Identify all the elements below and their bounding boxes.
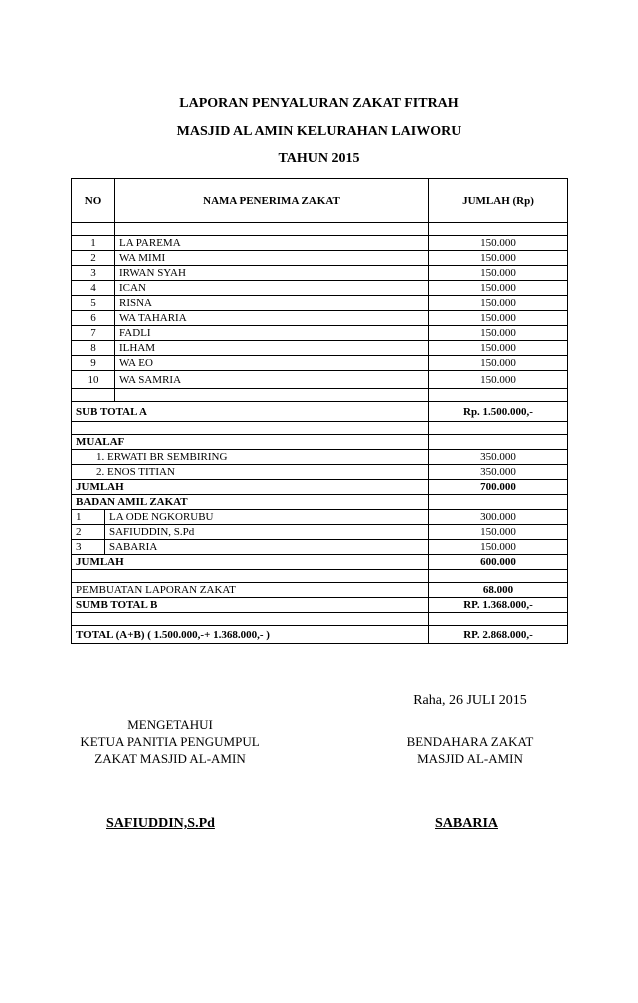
subtotal-b-value: RP. 1.368.000,- xyxy=(429,598,568,613)
row-name: 1. ERWATI BR SEMBIRING xyxy=(72,450,429,465)
report-year: TAHUN 2015 xyxy=(278,151,360,166)
right-signatory-line2: MASJID AL-AMIN xyxy=(417,751,523,766)
row-no: 2 xyxy=(72,251,115,266)
report-cost-label: PEMBUATAN LAPORAN ZAKAT xyxy=(72,583,429,598)
grand-total-row xyxy=(72,626,568,644)
table-row xyxy=(72,465,568,480)
amil-section-row xyxy=(72,495,568,510)
row-no: 7 xyxy=(72,326,115,341)
row-amount: 300.000 xyxy=(429,510,568,525)
row-no: 1 xyxy=(72,236,115,251)
table-row xyxy=(72,371,568,389)
row-name: FADLI xyxy=(115,326,429,341)
table-row xyxy=(72,341,568,356)
row-no: 6 xyxy=(72,311,115,326)
table-header-row xyxy=(72,179,568,223)
row-no: 1 xyxy=(72,510,105,524)
table-row xyxy=(72,525,568,540)
mualaf-total-value: 700.000 xyxy=(429,480,568,495)
row-amount: 150.000 xyxy=(429,540,568,555)
subtotal-a-value: Rp. 1.500.000,- xyxy=(429,402,568,422)
subtotal-b-label: SUMB TOTAL B xyxy=(72,598,429,613)
header-no: NO xyxy=(72,179,115,223)
table-row xyxy=(72,311,568,326)
report-cost-value: 68.000 xyxy=(429,583,568,598)
amil-total-row xyxy=(72,555,568,570)
row-no: 3 xyxy=(72,266,115,281)
row-name: WA TAHARIA xyxy=(115,311,429,326)
left-signatory-line1: MENGETAHUI xyxy=(127,717,213,732)
row-name: WA MIMI xyxy=(115,251,429,266)
report-cost-row xyxy=(72,583,568,598)
zakat-table xyxy=(71,178,568,644)
row-amount: 150.000 xyxy=(429,251,568,266)
spacer-row xyxy=(72,422,568,435)
table-row xyxy=(72,296,568,311)
mualaf-label: MUALAF xyxy=(72,435,429,450)
subtotal-b-row xyxy=(72,598,568,613)
row-name: 2. ENOS TITIAN xyxy=(72,465,429,480)
amil-total-value: 600.000 xyxy=(429,555,568,570)
row-amount: 350.000 xyxy=(429,465,568,480)
grand-total-label: TOTAL (A+B) ( 1.500.000,-+ 1.368.000,- ) xyxy=(72,626,429,644)
row-amount: 150.000 xyxy=(429,341,568,356)
report-title: LAPORAN PENYALURAN ZAKAT FITRAH xyxy=(179,96,459,111)
row-name: WA EO xyxy=(115,356,429,371)
left-signatory-line3: ZAKAT MASJID AL-AMIN xyxy=(94,751,246,766)
subtotal-a-label: SUB TOTAL A xyxy=(72,402,429,422)
header-name: NAMA PENERIMA ZAKAT xyxy=(115,179,429,223)
row-no: 4 xyxy=(72,281,115,296)
grand-total-value: RP. 2.868.000,- xyxy=(429,626,568,644)
header-amount: JUMLAH (Rp) xyxy=(429,179,568,223)
row-amount: 150.000 xyxy=(429,356,568,371)
spacer-row xyxy=(72,570,568,583)
left-signatory-line2: KETUA PANITIA PENGUMPUL xyxy=(80,734,260,749)
row-no: 10 xyxy=(72,371,115,389)
row-amount: 150.000 xyxy=(429,296,568,311)
row-no: 5 xyxy=(72,296,115,311)
mualaf-total-row xyxy=(72,480,568,495)
row-amount: 150.000 xyxy=(429,281,568,296)
row-name: LA ODE NGKORUBU xyxy=(109,511,214,523)
table-row xyxy=(72,450,568,465)
left-signatory-name: SAFIUDDIN,S.Pd xyxy=(106,816,215,831)
row-name: ICAN xyxy=(115,281,429,296)
table-row xyxy=(72,251,568,266)
subtotal-a-row xyxy=(72,402,568,422)
row-no: 2 xyxy=(72,525,105,539)
row-no: 9 xyxy=(72,356,115,371)
row-no: 8 xyxy=(72,341,115,356)
row-amount: 350.000 xyxy=(429,450,568,465)
spacer-row xyxy=(72,389,568,402)
row-name: IRWAN SYAH xyxy=(115,266,429,281)
row-name: LA PAREMA xyxy=(115,236,429,251)
row-name: SABARIA xyxy=(109,541,158,553)
table-row xyxy=(72,510,568,525)
row-name: ILHAM xyxy=(115,341,429,356)
amil-label: BADAN AMIL ZAKAT xyxy=(72,495,429,510)
table-row xyxy=(72,356,568,371)
row-name: RISNA xyxy=(115,296,429,311)
row-name: WA SAMRIA xyxy=(115,371,429,389)
amil-total-label: JUMLAH xyxy=(72,555,429,570)
row-name: SAFIUDDIN, S.Pd xyxy=(109,526,195,538)
row-no: 3 xyxy=(72,540,105,554)
spacer-row xyxy=(72,223,568,236)
row-amount: 150.000 xyxy=(429,371,568,389)
row-amount: 150.000 xyxy=(429,236,568,251)
row-amount: 150.000 xyxy=(429,311,568,326)
mosque-name: MASJID AL AMIN KELURAHAN LAIWORU xyxy=(176,124,462,139)
mualaf-total-label: JUMLAH xyxy=(72,480,429,495)
table-row xyxy=(72,540,568,555)
row-amount: 150.000 xyxy=(429,266,568,281)
mualaf-section-row xyxy=(72,435,568,450)
spacer-row xyxy=(72,613,568,626)
place-date: Raha, 26 JULI 2015 xyxy=(413,693,527,708)
right-signatory-name: SABARIA xyxy=(435,816,499,831)
table-row xyxy=(72,266,568,281)
row-amount: 150.000 xyxy=(429,525,568,540)
row-amount: 150.000 xyxy=(429,326,568,341)
right-signatory-line1: BENDAHARA ZAKAT xyxy=(406,734,534,749)
table-row xyxy=(72,236,568,251)
table-row xyxy=(72,326,568,341)
table-row xyxy=(72,281,568,296)
